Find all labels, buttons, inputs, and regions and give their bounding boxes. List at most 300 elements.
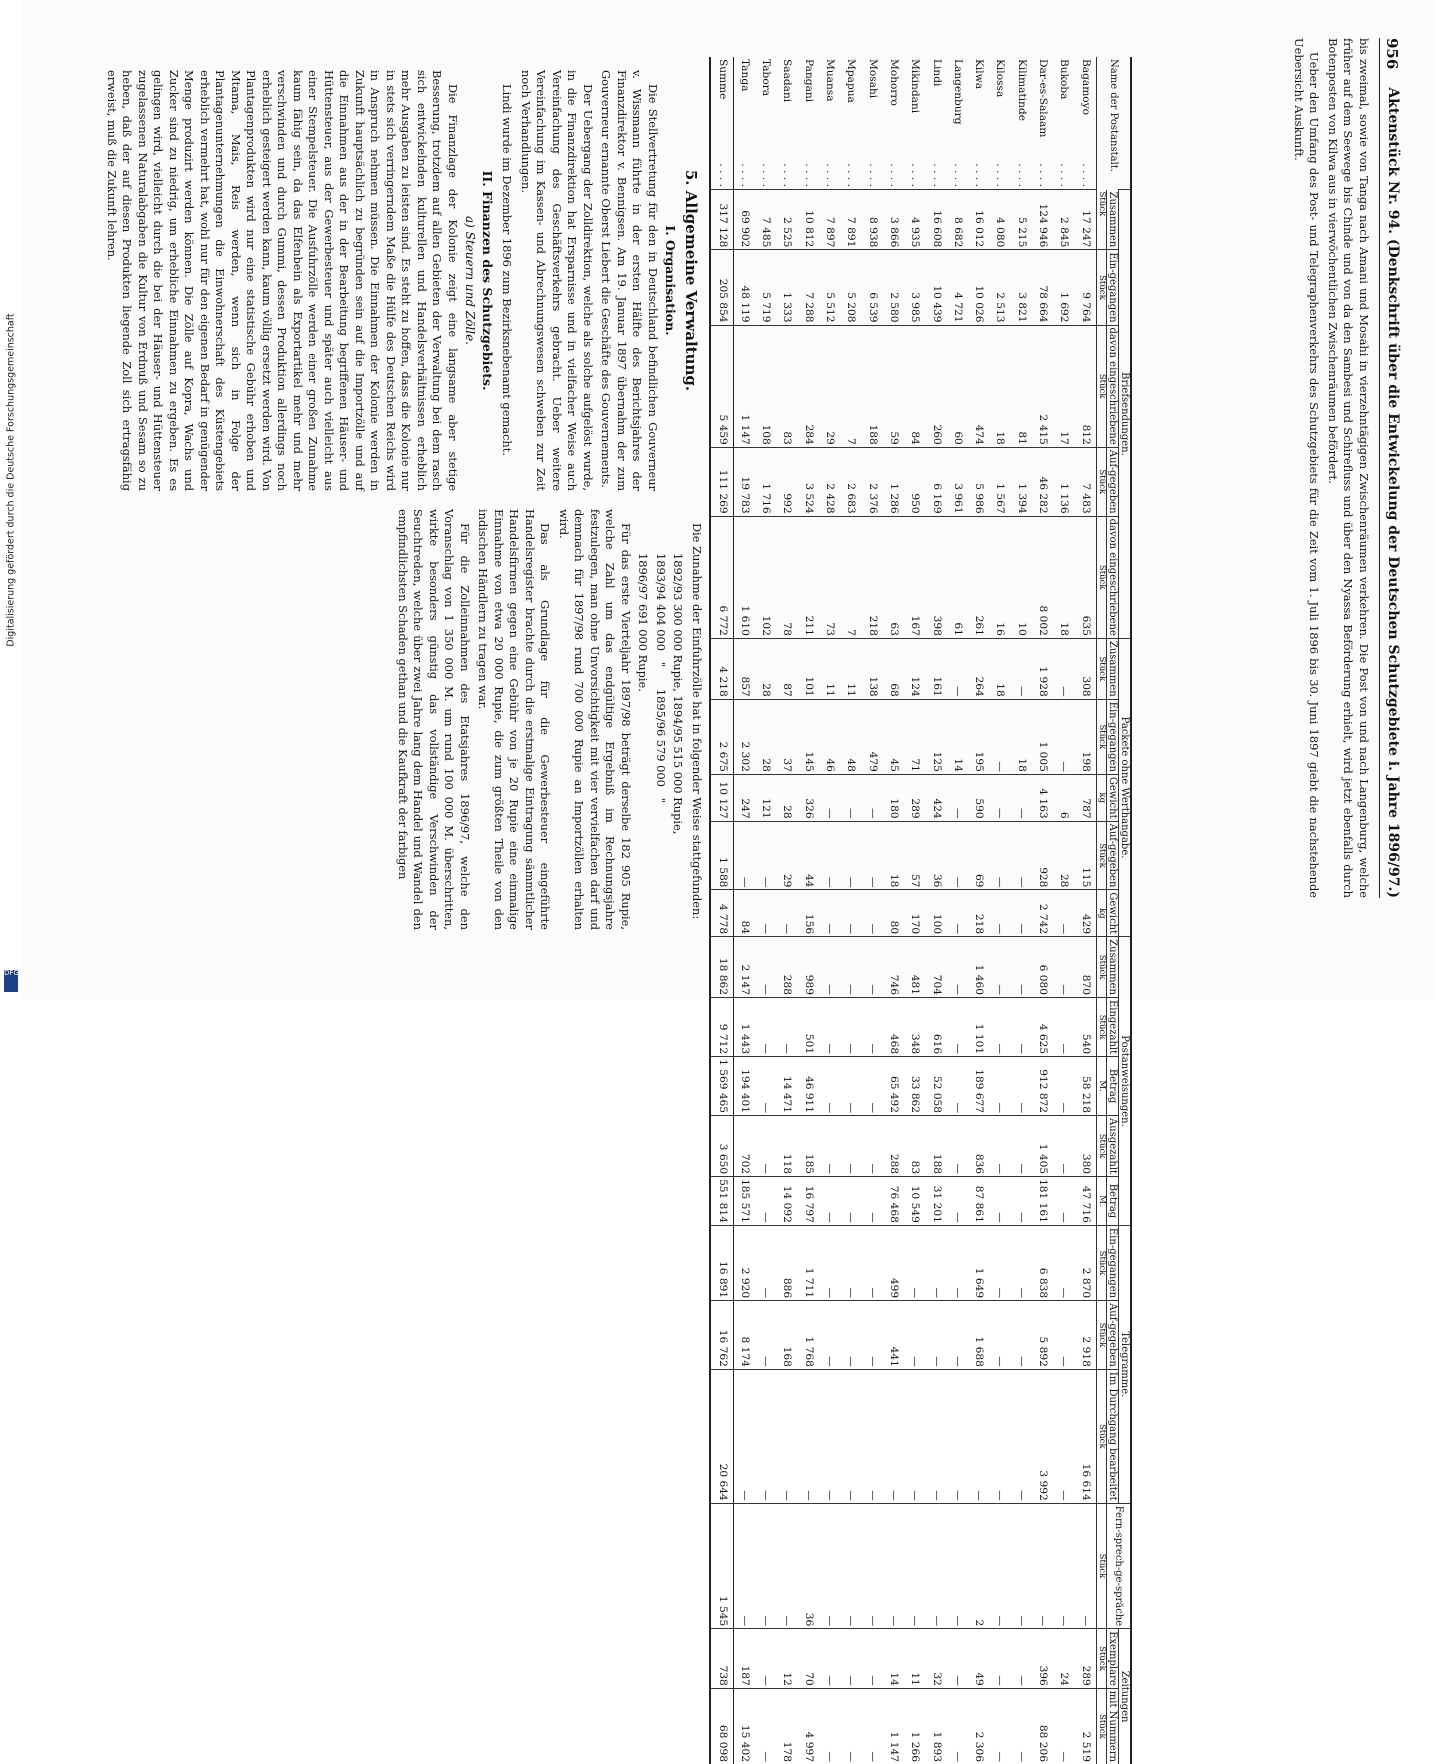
table-cell: 1 405 (1032, 1116, 1053, 1177)
unit-cell: Stück (1096, 638, 1106, 699)
table-cell: — (840, 1116, 861, 1177)
table-cell: — (1053, 1116, 1074, 1177)
table-row (1032, 57, 1053, 1764)
post-office-label: Kilimatinde (1015, 59, 1028, 121)
table-cell: 15 402 (733, 1688, 755, 1764)
post-office-label: Pangani (802, 59, 815, 103)
table-cell: — (989, 1116, 1010, 1177)
units-row (1096, 57, 1106, 1764)
table-cell: — (925, 1503, 946, 1629)
post-office-name (1010, 57, 1031, 190)
unit-cell: Stück (1096, 190, 1106, 250)
table-cell: — (1032, 1503, 1053, 1629)
table-cell: 170 (904, 890, 925, 937)
table-cell: 81 (1010, 325, 1031, 447)
table-row (883, 57, 904, 1764)
table-cell: — (755, 1688, 776, 1764)
table-cell: — (840, 1369, 861, 1503)
unit-cell: M. (1096, 1177, 1106, 1226)
unit-cell: Stück (1096, 1116, 1106, 1177)
table-cell: 167 (904, 516, 925, 638)
table-cell: 2 415 (1032, 325, 1053, 447)
table-cell: 49 (968, 1629, 989, 1689)
dfg-logo: DFG (4, 970, 18, 992)
sub-zusammen: Zusammen (1107, 638, 1119, 699)
table-cell: 161 (925, 638, 946, 699)
table-cell: 46 282 (1032, 447, 1053, 516)
finance-paragraph-5: Für die Zolleinnahmen des Etatsjahres 1896/97, welche den Voranschlag von 1 350 000 M. um rund 100 000 M. überschritten, wirkte besonders günstig das vollständige Verschwinden der Seuchtreden, welche über zwei Jahre lang dem Handel und Wandel den empfindlichsten Schaden gethan und die Kaufkraft der farbigen (396, 509, 472, 930)
table-cell: — (947, 774, 968, 821)
post-office-name (733, 57, 755, 190)
table-cell: 812 (1074, 325, 1096, 447)
table-cell: 7 897 (819, 190, 840, 250)
post-office-name (755, 57, 776, 190)
table-cell: 9 712 (710, 997, 733, 1056)
finance-paragraph-2: Die Zunahme der Einfuhrzölle hat in folgender Weise stattgefunden: (690, 523, 704, 920)
table-cell: 3 821 (1010, 250, 1031, 325)
table-cell: 4 721 (947, 250, 968, 325)
table-cell: 29 (819, 325, 840, 447)
table-cell: — (755, 937, 776, 998)
import-duty-figures-2: 1893/94 404 000 " 1895/96 579 000 " (654, 553, 668, 804)
leader-dots: . . . . (909, 163, 922, 187)
table-cell: — (947, 1057, 968, 1116)
post-office-label: Kilwa (973, 59, 986, 90)
table-cell: 5 208 (840, 250, 861, 325)
table-cell: — (840, 1301, 861, 1370)
sub-betrag: Betrag (1107, 1177, 1119, 1226)
table-cell: — (776, 890, 797, 937)
table-cell: 1 688 (968, 1301, 989, 1370)
table-cell: 1 716 (755, 447, 776, 516)
table-cell: — (989, 774, 1010, 821)
table-cell: 260 (925, 325, 946, 447)
table-cell: — (947, 937, 968, 998)
import-duty-figures-1: 1892/93 300 000 Rupie, 1894/95 515 000 Rupie, (671, 553, 686, 835)
table-cell: — (1010, 638, 1031, 699)
table-cell: — (755, 1177, 776, 1226)
post-office-label: Saadani (781, 59, 794, 103)
table-cell: 5 892 (1032, 1301, 1053, 1370)
header-fernsprech: Fern-sprech-ge-spräche (1107, 1503, 1132, 1629)
organisation-paragraph-3: Lindi wurde im Dezember 1896 zum Bezirksnebenamt gemacht. (500, 84, 515, 456)
table-cell: — (1010, 890, 1031, 937)
table-cell: 65 492 (883, 1057, 904, 1116)
table-cell: 80 (883, 890, 904, 937)
table-cell: 264 (968, 638, 989, 699)
table-cell: — (947, 821, 968, 890)
post-office-name (1053, 57, 1074, 190)
table-cell: — (798, 1369, 819, 1503)
table-cell: 20 644 (710, 1369, 733, 1503)
table-cell: — (819, 1177, 840, 1226)
sub-eingegangen: Ein-gegangen (1107, 1225, 1119, 1300)
table-cell: 7 288 (798, 250, 819, 325)
table-cell: 3 866 (883, 190, 904, 250)
post-office-label: Mpapua (845, 59, 858, 103)
table-cell: — (819, 1301, 840, 1370)
table-cell: — (1010, 1225, 1031, 1300)
post-office-name (904, 57, 925, 190)
table-cell: — (840, 1629, 861, 1689)
table-cell: 1 005 (1032, 699, 1053, 774)
table-cell: 46 (819, 699, 840, 774)
table-cell: 2 683 (840, 447, 861, 516)
table-cell: 479 (861, 699, 882, 774)
sub-exemplare: Exemplare (1107, 1629, 1119, 1689)
table-cell: — (819, 821, 840, 890)
table-cell: 16 762 (710, 1301, 733, 1370)
table-cell: — (861, 1225, 882, 1300)
table-cell: 7 485 (755, 190, 776, 250)
table-cell: — (1010, 1503, 1031, 1629)
table-cell: 289 (904, 774, 925, 821)
table-row (861, 57, 882, 1764)
table-cell: — (755, 1369, 776, 1503)
table-cell: — (1010, 774, 1031, 821)
intro-paragraph: bis zweimal, sowie von Tanga nach Amani und Mosahi in vierzehntägigen Zwischenräumen verkehren. Die Post von und nach Langenburg, welche früher auf dem Seewege bis Chinde und von da den Sambesi und Schirefluss und über den Nyassa Beförderung erhielt, wird jetzt ebenfalls durch Botenposten von Kilwa aus in vierwöchentlichen Zwischenräumen befördert. (1326, 38, 1371, 898)
table-body (710, 57, 1096, 1764)
post-office-label: Bukoba (1058, 59, 1071, 100)
table-cell: 702 (733, 1116, 755, 1177)
table-cell: 10 127 (710, 774, 733, 821)
table-cell: — (1074, 1503, 1096, 1629)
table-cell: — (989, 1057, 1010, 1116)
table-cell: 102 (755, 516, 776, 638)
table-cell: 1 460 (968, 937, 989, 998)
table-cell: — (861, 1301, 882, 1370)
table-cell: — (861, 821, 882, 890)
sub-gewicht: Gewicht (1107, 774, 1119, 821)
table-cell: 76 468 (883, 1177, 904, 1226)
table-cell: 1 569 465 (710, 1057, 733, 1116)
table-cell: 787 (1074, 774, 1096, 821)
table-cell: 348 (904, 997, 925, 1056)
table-cell: 14 (947, 699, 968, 774)
table-cell: 1 136 (1053, 447, 1074, 516)
table-cell: — (819, 1629, 840, 1689)
table-cell: — (989, 1688, 1010, 1764)
table-cell: — (1010, 1688, 1031, 1764)
table-cell: — (861, 1177, 882, 1226)
table-cell: — (819, 1369, 840, 1503)
table-cell: 121 (755, 774, 776, 821)
table-cell: 37 (776, 699, 797, 774)
table-cell: 83 (776, 325, 797, 447)
table-cell: 616 (925, 997, 946, 1056)
table-row (1010, 57, 1031, 1764)
table-cell: — (755, 1116, 776, 1177)
table-cell: 178 (776, 1688, 797, 1764)
table-row (776, 57, 797, 1764)
table-cell: — (861, 1369, 882, 1503)
table-cell: 188 (861, 325, 882, 447)
post-office-name (925, 57, 946, 190)
table-cell: 2 742 (1032, 890, 1053, 937)
table-cell: 540 (1074, 997, 1096, 1056)
table-cell: 501 (798, 997, 819, 1056)
import-duty-figures-3: 1896/97 691 000 Rupie. (636, 553, 651, 692)
post-office-name (968, 57, 989, 190)
table-cell: 1 649 (968, 1225, 989, 1300)
table-cell: 5 512 (819, 250, 840, 325)
table-cell: 7 483 (1074, 447, 1096, 516)
table-cell: 138 (861, 638, 882, 699)
table-cell: 468 (883, 997, 904, 1056)
sub-davon: davon eingeschriebene (1107, 516, 1119, 638)
table-cell: 1 266 (904, 1688, 925, 1764)
table-cell: 288 (883, 1116, 904, 1177)
post-office-label: Summe (716, 59, 729, 100)
table-cell: 84 (733, 890, 755, 937)
table-cell: 60 (947, 325, 968, 447)
table-row (989, 57, 1010, 1764)
table-cell: — (840, 1688, 861, 1764)
post-office-label: Mikindani (909, 59, 922, 114)
table-row (947, 57, 968, 1764)
unit-cell: Stück (1096, 699, 1106, 774)
unit-cell: Stück (1096, 997, 1106, 1056)
sub-betrag: Betrag (1107, 1057, 1119, 1116)
table-cell: 1 545 (710, 1503, 733, 1629)
table-cell: — (819, 890, 840, 937)
table-cell: 180 (883, 774, 904, 821)
section-I-heading: I. Organisation. (663, 225, 678, 336)
page-header (1379, 38, 1401, 898)
table-cell: 6 838 (1032, 1225, 1053, 1300)
table-cell: — (1010, 1369, 1031, 1503)
table-cell: 59 (883, 325, 904, 447)
post-office-label: Lindi (930, 59, 943, 87)
leader-dots: . . . . (760, 163, 773, 187)
table-cell: 17 (1053, 325, 1074, 447)
leader-dots: . . . . (1079, 163, 1092, 187)
table-cell: 2 920 (733, 1225, 755, 1300)
table-cell: 71 (904, 699, 925, 774)
table-cell: — (1010, 821, 1031, 890)
table-cell: — (819, 1225, 840, 1300)
table-cell: 9 764 (1074, 250, 1096, 325)
post-office-name (710, 57, 733, 190)
table-cell: — (1010, 937, 1031, 998)
table-cell: 551 814 (710, 1177, 733, 1226)
table-cell: — (947, 1116, 968, 1177)
table-cell: 7 (840, 516, 861, 638)
table-cell: 181 161 (1032, 1177, 1053, 1226)
table-cell: 18 (883, 821, 904, 890)
total-row (710, 57, 733, 1764)
table-row (755, 57, 776, 1764)
leader-dots: . . . . (824, 163, 837, 187)
table-cell: — (1053, 699, 1074, 774)
table-cell: 6 539 (861, 250, 882, 325)
finance-paragraph-4: Das als Grundlage für die Gewerbesteuer eingeführte Handelsregister brachte durch die erstmalige Eintragung sämmtlicher Handelsfirmen gegen eine Gebühr von je 20 Rupie eine einmalige Einnahme von etwa 20 000 Rupie, die zum größten Theile von den indischen Händlern zu tragen war. (476, 509, 553, 930)
subsection-a-heading: a) Steuern und Zölle. (463, 215, 477, 345)
table-cell: 118 (776, 1116, 797, 1177)
table-cell: — (925, 1225, 946, 1300)
table-cell: 289 (1074, 1629, 1096, 1689)
table-cell: — (1010, 1177, 1031, 1226)
section-5-heading: 5. Allgemeine Verwaltung. (682, 169, 700, 392)
table-cell: 396 (1032, 1629, 1053, 1689)
table-cell: — (755, 1057, 776, 1116)
table-cell: 5 986 (968, 447, 989, 516)
table-cell: — (1053, 997, 1074, 1056)
table-cell: 2 580 (883, 250, 904, 325)
sub-aufgegeben: Auf-gegeben (1107, 821, 1119, 890)
table-cell: — (840, 1225, 861, 1300)
table-row (819, 57, 840, 1764)
table-cell: 2 845 (1053, 190, 1074, 250)
table-cell: 1 768 (798, 1301, 819, 1370)
unit-cell: Stück (1096, 1369, 1106, 1503)
leader-dots: . . . . (1058, 163, 1071, 187)
sub-gewicht: Gewicht (1107, 890, 1119, 937)
table-cell: — (840, 1503, 861, 1629)
table-row (733, 57, 755, 1764)
sub-zusammen: Zusammen (1107, 190, 1119, 250)
leader-dots: . . . . (887, 163, 900, 187)
table-cell: 928 (1032, 821, 1053, 890)
table-cell: 108 (755, 325, 776, 447)
sections-text-block (64, 70, 704, 930)
sub-eingegangen: Ein-gegangen (1107, 699, 1119, 774)
table-cell: 2 513 (989, 250, 1010, 325)
table-cell: 46 911 (798, 1057, 819, 1116)
post-telegraph-table (709, 57, 1132, 1764)
table-cell: — (1010, 1116, 1031, 1177)
unit-cell: Stück (1096, 325, 1106, 447)
table-cell: 73 (819, 516, 840, 638)
table-cell: 261 (968, 516, 989, 638)
table-cell: 870 (1074, 937, 1096, 998)
table-cell: — (755, 1503, 776, 1629)
table-cell: — (861, 1503, 882, 1629)
table-cell: 115 (1074, 821, 1096, 890)
table-cell: 87 (776, 638, 797, 699)
table-cell: 6 080 (1032, 937, 1053, 998)
header-newspapers: Zeitungen (1119, 1629, 1132, 1764)
table-cell: 101 (798, 638, 819, 699)
table-cell: 10 812 (798, 190, 819, 250)
sub-einbezahlt: Eingezahlt (1107, 997, 1119, 1056)
table-cell: 10 549 (904, 1177, 925, 1226)
table-cell: 1 692 (1053, 250, 1074, 325)
table-cell: — (1010, 1629, 1031, 1689)
table-cell: 194 401 (733, 1057, 755, 1116)
leader-dots: . . . . (930, 163, 943, 187)
table-cell: 5 215 (1010, 190, 1031, 250)
unit-cell: kg (1096, 774, 1106, 821)
leader-dots: . . . . (973, 163, 986, 187)
header-name: Name der Postanstalt. (1096, 57, 1131, 190)
table-cell: 6 (1053, 774, 1074, 821)
table-cell: — (840, 937, 861, 998)
unit-cell: Stück (1096, 821, 1106, 890)
table-cell: — (904, 1225, 925, 1300)
table-cell: 8 002 (1032, 516, 1053, 638)
table-cell: — (755, 1629, 776, 1689)
table-cell: 18 862 (710, 937, 733, 998)
table-cell: 4 935 (904, 190, 925, 250)
table-cell: 2 302 (733, 699, 755, 774)
table-cell: 48 119 (733, 250, 755, 325)
table-cell: — (840, 997, 861, 1056)
header-letters: Briefsendungen. (1119, 190, 1132, 639)
table-cell: 1 147 (733, 325, 755, 447)
table-cell: 14 092 (776, 1177, 797, 1226)
table-cell: — (755, 997, 776, 1056)
table-cell: — (1010, 1301, 1031, 1370)
table-cell: — (840, 890, 861, 937)
table-cell: 61 (947, 516, 968, 638)
table-cell: 68 098 (710, 1688, 733, 1764)
table-cell: — (1053, 1225, 1074, 1300)
sub-im-durchgang: Im Durchgang bearbeitet (1107, 1369, 1119, 1503)
leader-dots: . . . . (802, 163, 815, 187)
table-cell: 36 (798, 1503, 819, 1629)
table-cell: 156 (798, 890, 819, 937)
table-cell: — (776, 997, 797, 1056)
table-cell: 247 (733, 774, 755, 821)
table-cell: 17 247 (1074, 190, 1096, 250)
table-cell: 58 218 (1074, 1057, 1096, 1116)
leader-dots: . . . . (781, 163, 794, 187)
table-cell: 989 (798, 937, 819, 998)
leader-dots: . . . . (994, 163, 1007, 187)
table-cell: 317 128 (710, 190, 733, 250)
header-telegrams: Telegramme. (1119, 1225, 1132, 1503)
credit-text: Digitalisierung gefördert durch die Deutsche Forschungsgemeinschaft (5, 313, 17, 647)
table-cell: 83 (904, 1116, 925, 1177)
table-cell: 10 439 (925, 250, 946, 325)
table-cell: — (989, 1629, 1010, 1689)
table-cell: — (819, 997, 840, 1056)
table-cell: 499 (883, 1225, 904, 1300)
table-cell: — (947, 1225, 968, 1300)
table-cell: 1 286 (883, 447, 904, 516)
table-cell: — (861, 1629, 882, 1689)
table-cell: 14 (883, 1629, 904, 1689)
table-cell: — (776, 1503, 797, 1629)
table-cell: 33 862 (904, 1057, 925, 1116)
post-office-name (947, 57, 968, 190)
table-cell: 11 (840, 638, 861, 699)
table-cell: 1 711 (798, 1225, 819, 1300)
table-cell: 187 (733, 1629, 755, 1689)
table-cell: — (819, 937, 840, 998)
header-money-orders: Postanweisungen. (1119, 937, 1132, 1226)
table-cell: — (733, 1369, 755, 1503)
column-right (101, 509, 705, 930)
table-cell: — (1053, 1301, 1074, 1370)
table-cell: 47 716 (1074, 1177, 1096, 1226)
table-cell: — (989, 1369, 1010, 1503)
table-cell: — (947, 1369, 968, 1503)
table-cell: — (840, 821, 861, 890)
table-cell: 308 (1074, 638, 1096, 699)
table-cell: 857 (733, 638, 755, 699)
table-cell: 1 101 (968, 997, 989, 1056)
table-cell: 2 519 (1074, 1688, 1096, 1764)
table-cell: 704 (925, 937, 946, 998)
table-cell: 4 997 (798, 1688, 819, 1764)
leader-dots: . . . . (738, 163, 751, 187)
table-cell: — (989, 1225, 1010, 1300)
table-cell: 198 (1074, 699, 1096, 774)
finance-paragraph-3: Für das erste Vierteljahr 1897/98 beträgt derselbe 182 905 Rupie, welche Zahl um das endgültige Ergebniß im Rechnungsjahre festzulegen, man ohne Unvorsichtigkeit mit vier vervielfachen darf und demnach für 1897/98 rund 700 000 Rupie an Importzöllen erhalten wird. (557, 509, 633, 930)
table-cell: 87 861 (968, 1177, 989, 1226)
